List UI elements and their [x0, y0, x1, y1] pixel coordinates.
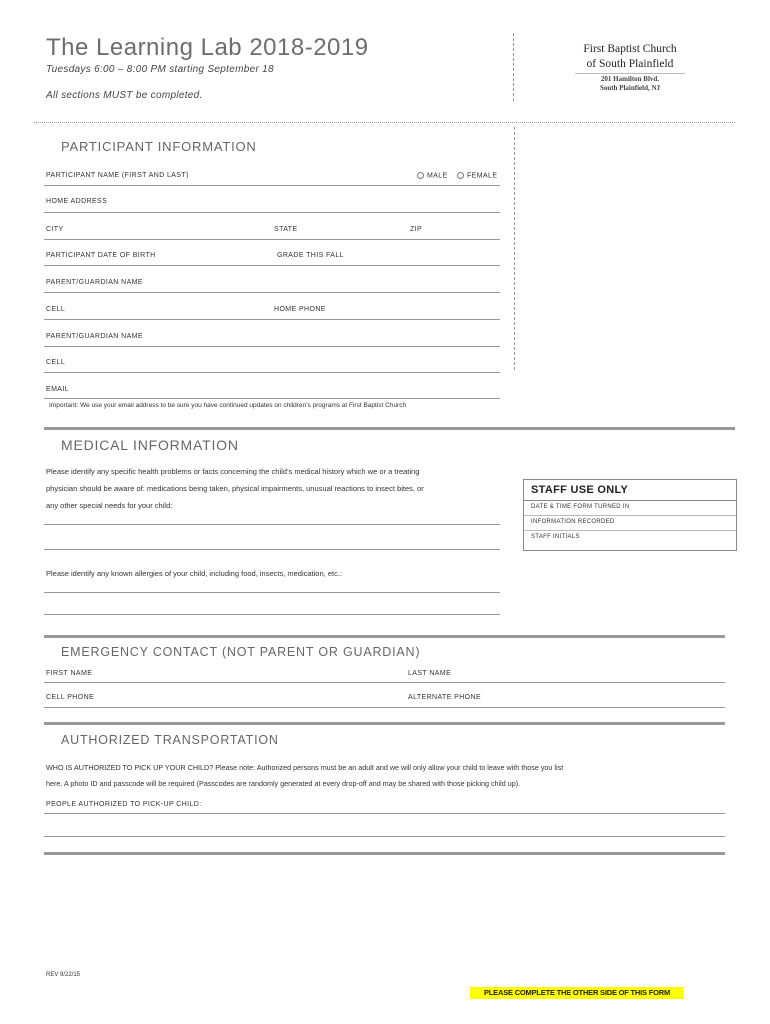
home-address-label: HOME ADDRESS — [46, 198, 108, 205]
participant-name-label: PARTICIPANT NAME (FIRST AND LAST) — [46, 172, 189, 179]
staff-row-divider2 — [524, 530, 736, 531]
staff-initials-label: STAFF INITIALS — [531, 534, 580, 540]
parent2-label: PARENT/GUARDIAN NAME — [46, 333, 143, 340]
section-rule-medical — [44, 427, 735, 430]
home-address-field[interactable] — [44, 212, 500, 213]
medical-question-line2: physician should be aware of: medications being taken, physical impairments, unusual reactions to insect bites, or — [46, 484, 424, 493]
schedule-text: Tuesdays 6:00 – 8:00 PM starting September 18 — [46, 64, 274, 75]
medical-answer-line1[interactable] — [44, 524, 500, 525]
emergency-heading: EMERGENCY CONTACT (NOT PARENT OR GUARDIAN) — [61, 645, 421, 659]
transport-text-line2: here. A photo ID and passcode will be required (Passcodes are randomly generated at every drop-off and may be shared with those picking child up). — [46, 779, 521, 788]
dob-grade-field[interactable] — [44, 265, 500, 266]
dob-label: PARTICIPANT DATE OF BIRTH — [46, 252, 156, 259]
cell-home-phone-field[interactable] — [44, 319, 500, 320]
gender-male-option[interactable] — [417, 172, 448, 179]
header-separator — [34, 122, 735, 123]
emergency-alt-phone-label: ALTERNATE PHONE — [408, 694, 482, 701]
section-rule-end — [44, 852, 725, 855]
church-name — [540, 42, 720, 72]
female-label: FEMALE — [467, 172, 498, 180]
church-address-line2: South Plainfield, NJ — [599, 84, 661, 92]
email-label: EMAIL — [46, 386, 70, 393]
male-label: MALE — [427, 172, 448, 180]
parent1-field[interactable] — [44, 292, 500, 293]
emergency-first-name-label: FIRST NAME — [46, 670, 93, 677]
allergies-answer-line1[interactable] — [44, 592, 500, 593]
staff-use-box — [523, 479, 737, 551]
medical-question-line1: Please identify any specific health problems or facts concerning the child’s medical history which we or a treating — [46, 467, 420, 476]
church-name-line2: of South Plainfield — [586, 58, 674, 70]
transport-heading: AUTHORIZED TRANSPORTATION — [61, 733, 279, 747]
participant-divider — [514, 127, 515, 370]
staff-use-title: STAFF USE ONLY — [531, 484, 629, 496]
revision-label: REV 9/22/15 — [46, 972, 81, 978]
male-radio[interactable] — [417, 172, 424, 179]
church-rule — [575, 73, 685, 74]
people-authorized-label: PEOPLE AUTHORIZED TO PICK-UP CHILD: — [46, 801, 202, 808]
city-state-zip-field[interactable] — [44, 239, 500, 240]
form-title: The Learning Lab 2018-2019 — [46, 34, 369, 61]
people-authorized-line1[interactable] — [44, 813, 725, 814]
parent1-label: PARENT/GUARDIAN NAME — [46, 279, 143, 286]
zip-label: ZIP — [410, 226, 423, 233]
medical-heading: MEDICAL INFORMATION — [61, 437, 239, 453]
transport-text-line1: WHO IS AUTHORIZED TO PICK UP YOUR CHILD? Please note: Authorized persons must be an adult and we will only allow your child to leave with those you list — [46, 763, 564, 772]
email-note: Important: We use your email address to be sure you have continued updates on children’s programs at First Baptist Church — [49, 402, 407, 409]
cell1-label: CELL — [46, 306, 66, 313]
church-address-line1: 201 Hamilton Blvd. — [600, 75, 660, 83]
participant-heading: PARTICIPANT INFORMATION — [61, 139, 257, 154]
emergency-last-name-label: LAST NAME — [408, 670, 452, 677]
emergency-cell-label: CELL PHONE — [46, 694, 95, 701]
church-name-line1: First Baptist Church — [583, 43, 677, 55]
allergies-answer-line2[interactable] — [44, 614, 500, 615]
complete-other-side-banner: PLEASE COMPLETE THE OTHER SIDE OF THIS FORM — [470, 987, 684, 999]
section-rule-emergency — [44, 635, 725, 638]
state-label: STATE — [274, 226, 298, 233]
home-phone-label: HOME PHONE — [274, 306, 326, 313]
header-divider — [513, 33, 514, 101]
gender-female-option[interactable] — [457, 172, 497, 179]
church-address — [540, 75, 720, 93]
people-authorized-line2[interactable] — [44, 836, 725, 837]
completion-notice: All sections MUST be completed. — [46, 90, 203, 101]
grade-label: GRADE THIS FALL — [277, 252, 344, 259]
staff-divider — [524, 500, 736, 501]
allergies-question: Please identify any known allergies of your child, including food, insects, medication, etc.: — [46, 569, 342, 578]
medical-question-line3: any other special needs for your child: — [46, 501, 173, 510]
city-label: CITY — [46, 226, 64, 233]
female-radio[interactable] — [457, 172, 464, 179]
medical-answer-line2[interactable] — [44, 549, 500, 550]
email-field[interactable] — [44, 398, 500, 399]
emergency-phone-field[interactable] — [44, 707, 725, 708]
parent2-field[interactable] — [44, 346, 500, 347]
staff-recorded-label: INFORMATION RECORDED — [531, 519, 615, 525]
staff-row-divider1 — [524, 515, 736, 516]
cell2-field[interactable] — [44, 372, 500, 373]
participant-name-field[interactable] — [44, 185, 500, 186]
cell2-label: CELL — [46, 359, 66, 366]
emergency-name-field[interactable] — [44, 682, 725, 683]
staff-date-label: DATE & TIME FORM TURNED IN — [531, 504, 630, 510]
section-rule-transport — [44, 722, 725, 725]
